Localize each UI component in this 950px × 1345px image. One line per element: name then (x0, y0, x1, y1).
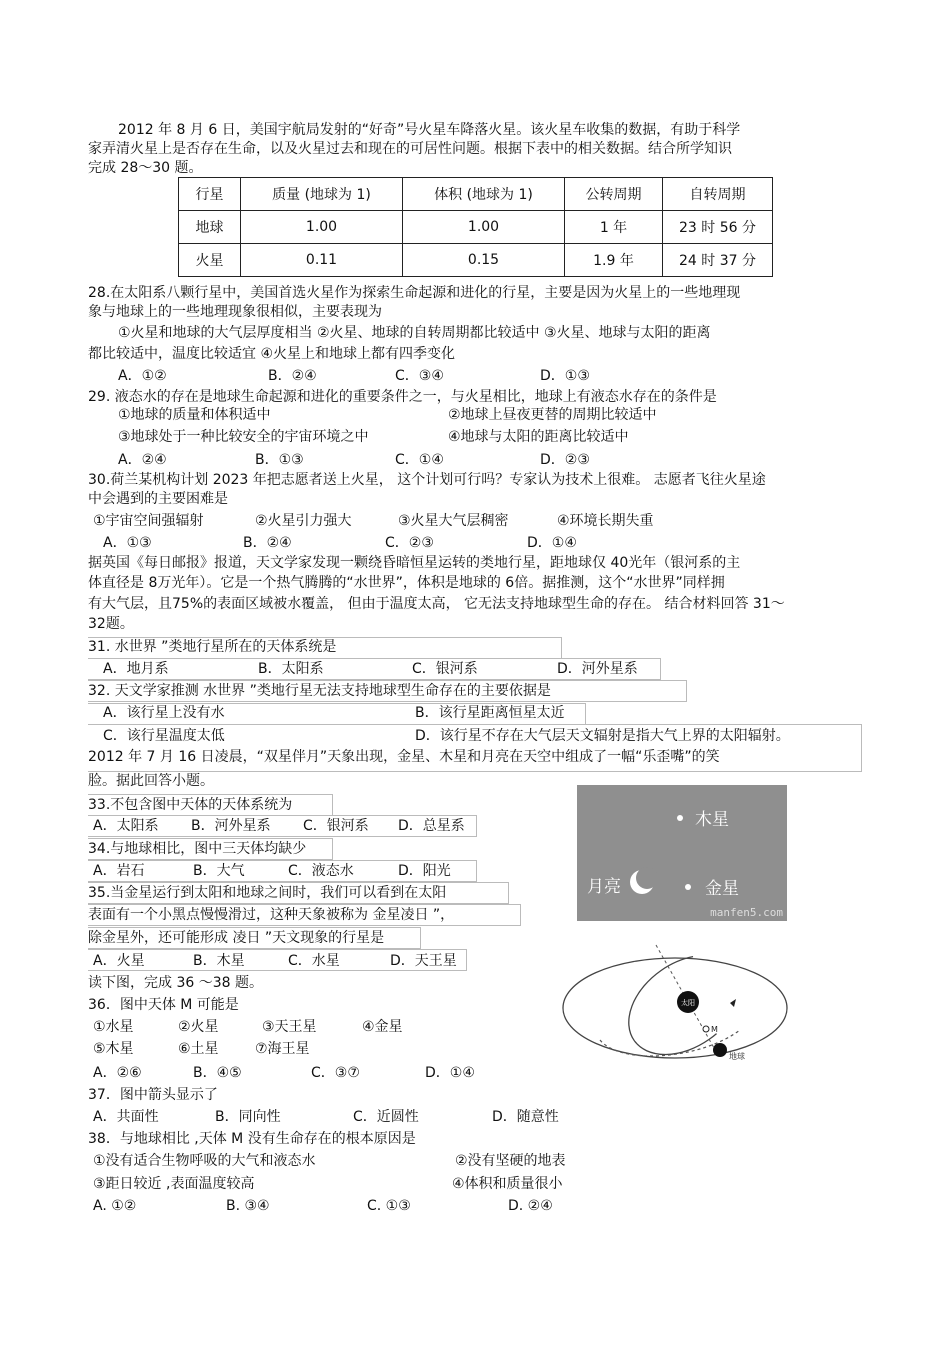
intro-line-2: 家弄清火星上是否存在生命，以及火星过去和现在的可居性问题。根据下表中的相关数据。结合所学知识 (88, 141, 732, 157)
orbit-diagram (560, 935, 800, 1070)
jupiter-label: 木星 (695, 810, 729, 830)
orbit-arrow-icon (730, 999, 736, 1007)
q30-option-2: ②火星引力强大 (255, 513, 352, 529)
m-body-icon (703, 1026, 709, 1032)
q32-choice-c: C．该行星温度太低 (103, 728, 225, 744)
sky-photo (577, 785, 787, 921)
q28-choice-d: D．①③ (540, 368, 590, 384)
q35-stem-1: 35.当金星运行到太阳和地球之间时，我们可以看到在太阳 (88, 885, 447, 901)
table-cell: 0.11 (241, 244, 403, 277)
q38-option-2: ②没有坚硬的地表 (455, 1153, 566, 1169)
intro-line-3: 完成 28～30 题。 (88, 160, 203, 176)
table-cell: 24 时 37 分 (663, 244, 773, 277)
q30-choice-a: A．①③ (103, 535, 152, 551)
passage3-line-2: 脸。据此回答小题。 (88, 773, 214, 789)
q33-choice-d: D．总星系 (398, 818, 465, 834)
q35-choice-d: D．天王星 (390, 953, 457, 969)
q36-option-7: ⑦海王星 (255, 1041, 310, 1057)
q34-choice-a: A．岩石 (93, 863, 145, 879)
q38-choice-a: A. ①② (93, 1198, 137, 1214)
planet-data-table (178, 177, 773, 277)
jupiter-dot (677, 815, 683, 821)
q28-stem-2: 象与地球上的一些地理现象很相似，主要表现为 (88, 304, 382, 320)
table-header-cell: 质量 (地球为 1) (241, 178, 403, 211)
earth-icon (713, 1043, 727, 1057)
q28-options-1: ①火星和地球的大气层厚度相当 ②火星、地球的自转周期都比较适中 ③火星、地球与太阳的距离 (118, 325, 711, 341)
q31-stem: 31. 水世界 ”类地行星所在的天体系统是 (88, 639, 337, 655)
q29-option-2: ②地球上昼夜更替的周期比较适中 (448, 407, 657, 423)
q34-choice-b: B．大气 (193, 863, 245, 879)
q32-choice-b: B．该行星距离恒星太近 (415, 705, 565, 721)
intro-36-38: 读下图，完成 36 ～38 题。 (88, 975, 263, 991)
q37-choice-d: D．随意性 (492, 1109, 559, 1125)
q31-choice-c: C．银河系 (412, 661, 478, 677)
venus-dot (685, 884, 691, 890)
q34-stem: 34.与地球相比，图中三天体均缺少 (88, 841, 307, 857)
q29-choice-a: A．②④ (118, 452, 167, 468)
q37-choice-c: C．近圆性 (353, 1109, 419, 1125)
q38-stem: 38．与地球相比 ,天体 M 没有生命存在的根本原因是 (88, 1131, 416, 1147)
table-cell: 0.15 (403, 244, 565, 277)
q33-choice-c: C．银河系 (303, 818, 369, 834)
q36-option-6: ⑥土星 (178, 1041, 219, 1057)
q36-option-1: ①水星 (93, 1019, 134, 1035)
q36-option-3: ③天王星 (262, 1019, 317, 1035)
q35-choice-b: B．木星 (193, 953, 245, 969)
q33-choice-b: B．河外星系 (191, 818, 271, 834)
moon-label: 月亮 (587, 877, 621, 897)
q30-stem-2: 中会遇到的主要困难是 (88, 491, 228, 507)
q31-choice-d: D．河外星系 (557, 661, 638, 677)
q29-choice-b: B．①③ (255, 452, 304, 468)
q37-stem: 37．图中箭头显示了 (88, 1087, 218, 1103)
sun-label: 太阳 (681, 999, 695, 1007)
q29-option-1: ①地球的质量和体积适中 (118, 407, 271, 423)
q38-choice-d: D. ②④ (508, 1198, 553, 1214)
q30-choice-b: B．②④ (243, 535, 292, 551)
q31-choice-a: A．地月系 (103, 661, 169, 677)
q38-choice-c: C. ①③ (367, 1198, 411, 1214)
table-cell: 地球 (179, 211, 241, 244)
q38-option-3: ③距日较近 ,表面温度较高 (93, 1176, 255, 1192)
table-row (179, 211, 773, 244)
q38-choice-b: B. ③④ (226, 1198, 270, 1214)
q31-choice-b: B．太阳系 (258, 661, 324, 677)
q30-option-4: ④环境长期失重 (557, 513, 654, 529)
q36-choice-c: C．③⑦ (311, 1065, 360, 1081)
passage3-line-1: 2012 年 7 月 16 日凌晨，“双星伴月”天象出现，金星、木星和月亮在天空中组成了一幅“乐歪嘴”的笑 (88, 749, 720, 765)
q28-options-2: 都比较适中，温度比较适宜 ④火星上和地球上都有四季变化 (88, 346, 455, 362)
table-header-cell: 自转周期 (663, 178, 773, 211)
table-header-cell: 行星 (179, 178, 241, 211)
table-header-row (179, 178, 773, 211)
q29-stem: 29. 液态水的存在是地球生命起源和进化的重要条件之一，与火星相比，地球上有液态水存在的条件是 (88, 389, 717, 405)
intro-line-1: 2012 年 8 月 6 日，美国宇航局发射的“好奇”号火星车降落火星。该火星车收集的数据，有助于科学 (118, 122, 741, 138)
crescent-moon-icon (627, 867, 657, 897)
table-cell: 火星 (179, 244, 241, 277)
venus-label: 金星 (705, 879, 739, 899)
q35-stem-2: 表面有一个小黑点慢慢滑过，这种天象被称为 金星凌日 ”， (88, 907, 455, 923)
q30-choice-d: D．①④ (527, 535, 577, 551)
q35-stem-3: 除金星外，还可能形成 凌日 ”天文现象的行星是 (88, 930, 385, 946)
q30-stem-1: 30.荷兰某机构计划 2023 年把志愿者送上火星， 这个计划可行吗？专家认为技术上很难。 志愿者飞往火星途 (88, 472, 766, 488)
table-cell: 23 时 56 分 (663, 211, 773, 244)
earth-orbit (563, 958, 787, 1058)
q29-choice-d: D．②③ (540, 452, 590, 468)
q34-choice-d: D．阳光 (398, 863, 451, 879)
q34-choice-c: C．液态水 (288, 863, 354, 879)
q29-option-3: ③地球处于一种比较安全的宇宙环境之中 (118, 429, 369, 445)
photo-watermark: manfen5.com (710, 906, 783, 919)
q29-choice-c: C．①④ (395, 452, 444, 468)
q32-stem: 32. 天文学家推测 水世界 ”类地行星无法支持地球型生命存在的主要依据是 (88, 683, 551, 699)
q36-option-4: ④金星 (362, 1019, 403, 1035)
earth-label: 地球 (729, 1052, 745, 1061)
q32-choice-d: D．该行星不存在大气层天文辐射是指大气上界的太阳辐射。 (415, 728, 790, 744)
q36-option-2: ②火星 (178, 1019, 219, 1035)
table-cell: 1.00 (403, 211, 565, 244)
q30-option-1: ①宇宙空间强辐射 (93, 513, 204, 529)
table-header-cell: 公转周期 (565, 178, 663, 211)
q37-choice-a: A．共面性 (93, 1109, 159, 1125)
table-cell: 1 年 (565, 211, 663, 244)
passage2-line-3: 有大气层，且75%的表面区域被水覆盖， 但由于温度太高， 它无法支持地球型生命的存在。 结合材料回答 31～ (88, 596, 785, 612)
table-row (179, 244, 773, 277)
q28-choice-a: A．①② (118, 368, 167, 384)
table-cell: 1.00 (241, 211, 403, 244)
q36-stem: 36．图中天体 M 可能是 (88, 997, 239, 1013)
q36-choice-b: B．④⑤ (193, 1065, 242, 1081)
q28-stem-1: 28.在太阳系八颗行星中，美国首选火星作为探索生命起源和进化的行星，主要是因为火星上的一些地理现 (88, 285, 741, 301)
table-cell: 1.9 年 (565, 244, 663, 277)
q32-choice-a: A．该行星上没有水 (103, 705, 225, 721)
q33-stem: 33.不包含图中天体的天体系统为 (88, 797, 293, 813)
q28-choice-b: B．②④ (268, 368, 317, 384)
q38-option-4: ④体积和质量很小 (452, 1176, 563, 1192)
q38-option-1: ①没有适合生物呼吸的大气和液态水 (93, 1153, 316, 1169)
q29-option-4: ④地球与太阳的距离比较适中 (448, 429, 629, 445)
table-header-cell: 体积 (地球为 1) (403, 178, 565, 211)
q37-choice-b: B．同向性 (215, 1109, 281, 1125)
q33-choice-a: A．太阳系 (93, 818, 159, 834)
q28-choice-c: C．③④ (395, 368, 444, 384)
q35-choice-c: C．水星 (288, 953, 340, 969)
passage2-line-2: 体直径是 8万光年）。它是一个热气腾腾的“水世界”，体积是地球的 6倍。据推测，这个“水世界”同样拥 (88, 575, 725, 591)
q35-choice-a: A．火星 (93, 953, 145, 969)
q36-choice-a: A．②⑥ (93, 1065, 142, 1081)
q30-choice-c: C．②③ (385, 535, 434, 551)
q36-choice-d: D．①④ (425, 1065, 475, 1081)
passage2-line-4: 32题。 (88, 616, 134, 632)
passage2-line-1: 据英国《每日邮报》报道，天文学家发现一颗绕昏暗恒星运转的类地行星，距地球仅 40光年（银河系的主 (88, 555, 741, 571)
q36-option-5: ⑤木星 (93, 1041, 134, 1057)
m-label: M (711, 1025, 718, 1034)
q30-option-3: ③火星大气层稠密 (398, 513, 509, 529)
